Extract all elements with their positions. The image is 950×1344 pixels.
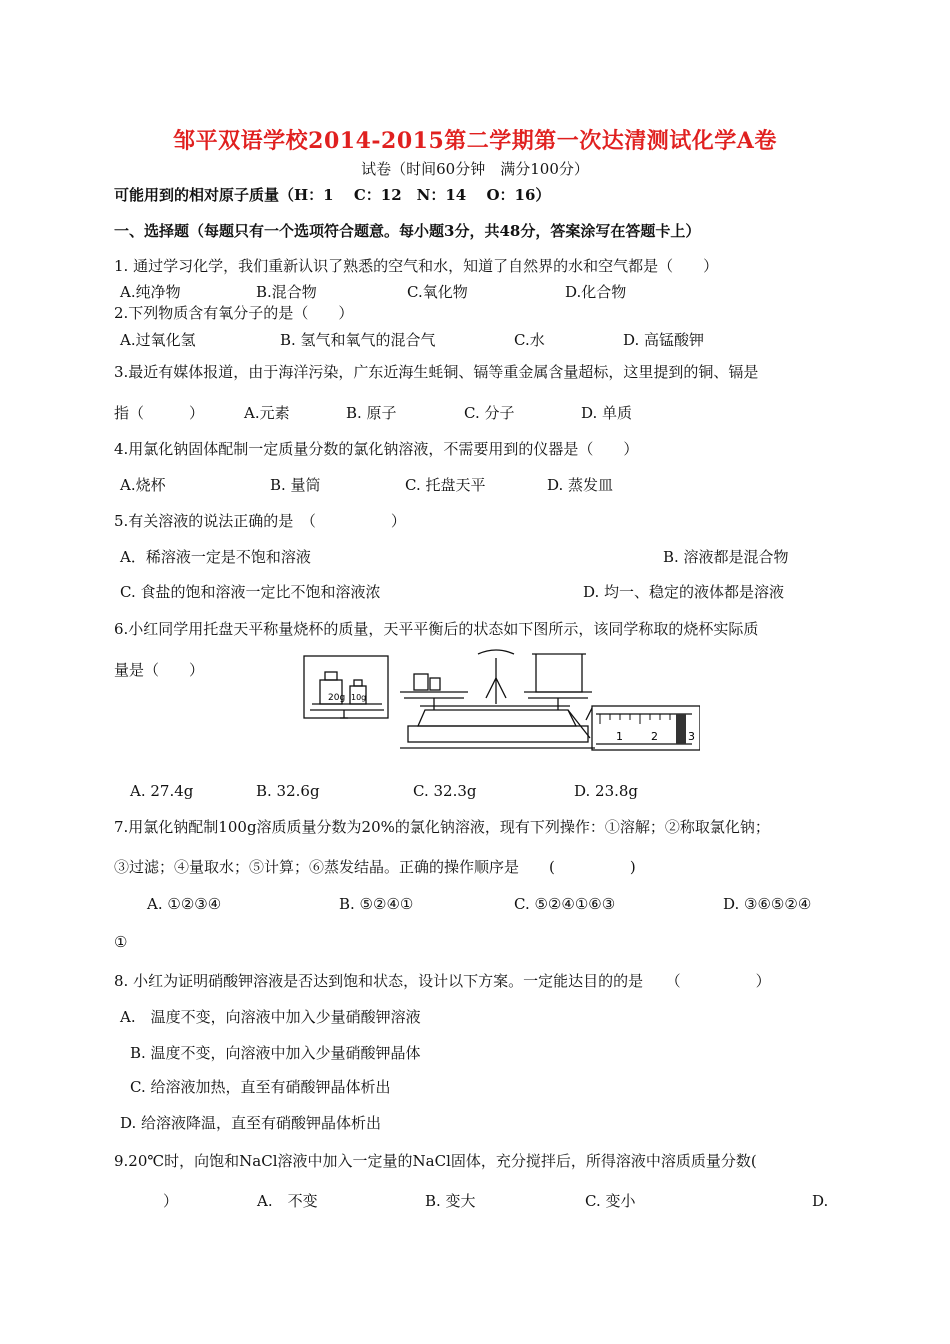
q5-stem: 5.有关溶液的说法正确的是 （ ） (114, 512, 406, 530)
q9-stem-cont: ） (163, 1192, 179, 1210)
weights-inset-box (304, 656, 388, 718)
q7-option-c: C. ⑤②④①⑥③ (514, 895, 616, 913)
q7-option-a: A. ①②③④ (147, 895, 222, 913)
q3-option-d: D. 单质 (581, 404, 633, 422)
scale-label-1: 1 (616, 730, 623, 743)
q9-option-d: D. (812, 1192, 829, 1210)
q7-option-d-cont: ① (114, 933, 128, 951)
q6-stem: 6.小红同学用托盘天平称量烧杯的质量，天平平衡后的状态如下图所示，该同学称取的烧杯实际质 (114, 620, 759, 638)
q6-option-b: B. 32.6g (256, 782, 320, 800)
scale-label-3: 3 (688, 730, 695, 743)
q3-option-c: C. 分子 (464, 404, 515, 422)
atomic-masses: 可能用到的相对原子质量（H：1 C：12 N：14 O：16） (114, 186, 551, 204)
q9-option-c: C. 变小 (585, 1192, 636, 1210)
q6-stem-cont: 量是（ ） (114, 661, 205, 679)
q8-option-c: C. 给溶液加热，直至有硝酸钾晶体析出 (130, 1078, 391, 1096)
q6-option-d: D. 23.8g (574, 782, 639, 800)
q2-stem: 2.下列物质含有氧分子的是（ ） (114, 304, 354, 322)
scale-label-2: 2 (651, 730, 658, 743)
q2-option-c: C.水 (514, 331, 545, 349)
q1-option-a: A.纯净物 (120, 283, 181, 301)
balance-base (408, 726, 588, 742)
q3-option-b: B. 原子 (346, 404, 397, 422)
q2-option-a: A.过氧化氢 (120, 331, 196, 349)
q2-option-b: B. 氢气和氧气的混合气 (280, 331, 436, 349)
q6-option-a: A. 27.4g (130, 782, 194, 800)
q9-option-b: B. 变大 (425, 1192, 476, 1210)
q4-option-b: B. 量筒 (270, 476, 321, 494)
q8-option-b: B. 温度不变，向溶液中加入少量硝酸钾晶体 (130, 1044, 421, 1062)
q4-option-c: C. 托盘天平 (405, 476, 486, 494)
exam-subtitle: 试卷（时间60分钟 满分100分） (361, 160, 589, 178)
weight-20g-label: 20g (328, 693, 346, 703)
weight-10g-label: 10g (351, 693, 367, 702)
q8-option-a: A. 温度不变，向溶液中加入少量硝酸钾溶液 (120, 1008, 421, 1026)
q7-stem-cont: ③过滤；④量取水；⑤计算；⑥蒸发结晶。正确的操作顺序是 ( ) (114, 858, 636, 876)
q6-option-c: C. 32.3g (413, 782, 477, 800)
q9-option-a: A. 不变 (257, 1192, 318, 1210)
q8-option-d: D. 给溶液降温，直至有硝酸钾晶体析出 (120, 1114, 382, 1132)
q3-stem: 3.最近有媒体报道，由于海洋污染，广东近海生蚝铜、镉等重金属含量超标，这里提到的铜、镉是 (114, 363, 759, 381)
q5-option-d: D. 均一、稳定的液体都是溶液 (583, 583, 785, 601)
q4-option-a: A.烧杯 (120, 476, 166, 494)
q7-option-d: D. ③⑥⑤②④ (723, 895, 812, 913)
q1-option-d: D.化合物 (565, 283, 627, 301)
section-heading: 一、选择题（每题只有一个选项符合题意。每小题3分，共48分，答案涂写在答题卡上） (114, 222, 701, 240)
q4-stem: 4.用氯化钠固体配制一定质量分数的氯化钠溶液，不需要用到的仪器是（ ） (114, 440, 639, 458)
q2-option-d: D. 高锰酸钾 (623, 331, 705, 349)
q7-option-b: B. ⑤②④① (339, 895, 414, 913)
exam-title: 邹平双语学校2014-2015第二学期第一次达清测试化学A卷 (173, 128, 777, 154)
beaker-shape (536, 654, 582, 692)
balance-figure (300, 648, 700, 758)
q7-stem: 7.用氯化钠配制100g溶质质量分数为20%的氯化钠溶液，现有下列操作：①溶解；②称取氯化钠； (114, 818, 770, 836)
rider-marker (676, 714, 686, 744)
q3-stem-cont: 指（ ） (114, 404, 205, 422)
q8-stem: 8. 小红为证明硝酸钾溶液是否达到饱和状态，设计以下方案。一定能达目的的是 （ ） (114, 972, 771, 990)
q1-option-b: B.混合物 (256, 283, 317, 301)
q9-stem: 9.20℃时，向饱和NaCl溶液中加入一定量的NaCl固体，充分搅拌后，所得溶液中溶质质量分数( (114, 1152, 757, 1170)
q5-option-c: C. 食盐的饱和溶液一定比不饱和溶液浓 (120, 583, 381, 601)
q3-option-a: A.元素 (244, 404, 290, 422)
q5-option-a: A．稀溶液一定是不饱和溶液 (120, 548, 311, 566)
q1-stem: 1. 通过学习化学，我们重新认识了熟悉的空气和水，知道了自然界的水和空气都是（ ） (114, 257, 719, 275)
q5-option-b: B. 溶液都是混合物 (663, 548, 789, 566)
q4-option-d: D. 蒸发皿 (547, 476, 614, 494)
q1-option-c: C.氧化物 (407, 283, 468, 301)
